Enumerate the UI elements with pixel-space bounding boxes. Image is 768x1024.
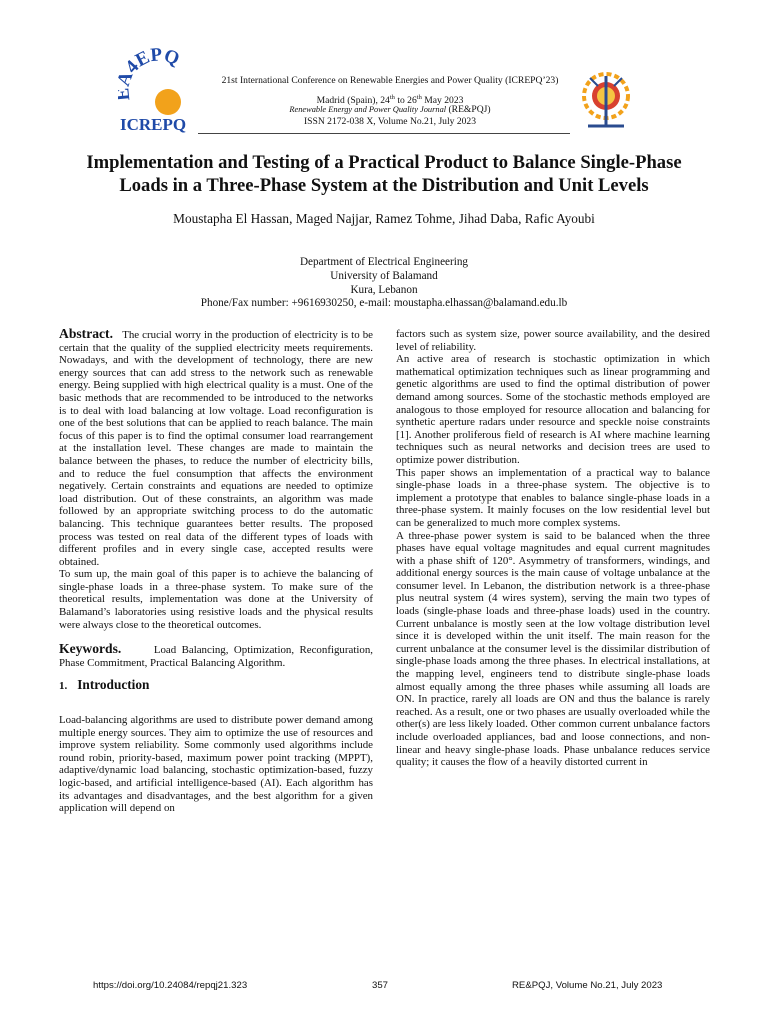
author-list: Moustapha El Hassan, Maged Najjar, Ramez Tohme, Jihad Daba, Rafic Ayoubi	[173, 211, 595, 226]
logo-word: ICREPQ	[120, 115, 187, 134]
doi-link[interactable]: https://doi.org/10.24084/repqj21.323	[93, 980, 248, 991]
affiliation-contact: Phone/Fax number: +9616930250, e-mail: moustapha.elhassan@balamand.edu.lb	[200, 297, 568, 309]
conference-emblem-icon	[578, 66, 634, 132]
body-paragraph-2: An active area of research is stochastic optimization in which mathematical optimization techniques such as linear programming and genetic algorithms are used to find the optimal distribution of power demand among sources. Some of the stochastic methods employed are analogous to those employed for resource allocation and balancing for synthetic aperture radars under resource and speckle noise constraints [1]. Another proliferous field of research is AI where machine learning techniques such as neural networks and decision trees are used to optimize power distribution.	[396, 353, 710, 466]
affiliation-dept: Department of Electrical Engineering	[299, 256, 469, 268]
journal-name: Renewable Energy and Power Quality Journal (RE&PQJ)	[289, 104, 491, 115]
introduction-paragraph: Load-balancing algorithms are used to distribute power demand among multiple energy sources. They aim to optimize the use of resources and improve system reliability. Some commonly used algorithms include round robin, priority-based, maximum power point tracking (MPPT), adaptive/dynamic load balancing, stochastic optimization-based, fuzzy logic-based, and artificial intelligence-based (AI). Each algorithm has its advantages and disadvantages, and the best algorithm for a given application will depend on	[59, 714, 373, 815]
header-rule	[198, 133, 570, 134]
logo-sun	[155, 89, 181, 115]
paper-title: Implementation and Testing of a Practical Product to Balance Single-Phase Loads in a Three-Phase System at the Distribution and Unit Levels	[86, 152, 682, 196]
svg-text:EA4EPQ: 4EPQ	[121, 44, 183, 78]
conference-venue: Madrid (Spain), 24th to 26th May 2023	[316, 94, 464, 107]
footer-journal: RE&PQJ, Volume No.21, July 2023	[512, 980, 663, 991]
affiliation-city: Kura, Lebanon	[350, 284, 418, 296]
body-paragraph-3: This paper shows an implementation of a practical way to balance single-phase loads in a three-phase system. The objective is to implement a prototype that enables to balance single-phase loads in a three-phase system. It mainly focuses on the low residential level but can be generalized to much more complex systems.	[396, 466, 710, 529]
abstract-paragraph-2: To sum up, the main goal of this paper is to achieve the balancing of single-phase loads in a three-phase system. To make sure of the theoretical results, implementation was done at the University of Balamand’s laboratories using resistive loads and the physical results were always close to the theoretical outcomes.	[59, 568, 373, 631]
body-paragraph-1: factors such as system size, power source availability, and the desired level of reliability.	[396, 328, 710, 353]
page-number: 357	[372, 980, 389, 991]
body-paragraph-4: A three-phase power system is said to be balanced when the three phases have equal voltage magnitudes and equal current magnitudes with a phase shift of 120°. Asymmetry of transformers, windings, and additional energy sources is the main cause of voltage unbalance at the consumer level. In Lebanon, the distribution network is a three-phase plus neutral system (4 wires system), serving the main two types of loads (single-phase loads and three-phase loads) used in the country. Current unbalance is mostly seen at the low voltage distribution level since it is developed within the unit itself. The main reason for the current unbalance at the consumer level is the dissimilar distribution of single-phase loads among the three phases. In electrical installations, at the mapping level, engineers tend to distribute single-phase loads almost equally among the three phases while assuming all loads are ON. In practice, rarely all loads are ON and thus the balance is rarely reached. As a result, one or two phases are usually overloaded while the other(s) are less likely loaded. Other common current unbalance factors include overloaded appliances, bad and loose connections, and non-linear and heavy single-phase loads. Phase unbalance reduces service quality; it causes the flow of a heavily distorted current in	[396, 529, 710, 769]
section-heading-introduction: 1. Introduction	[59, 677, 150, 693]
keywords-heading: Keywords.	[59, 641, 122, 657]
keywords-paragraph: Keywords. Load Balancing, Optimization, Reconfiguration, Phase Commitment, Practical Balancing Algorithm.	[59, 641, 373, 669]
affiliation-university: University of Balamand	[330, 270, 438, 282]
issn-line: ISSN 2172-038 X, Volume No.21, July 2023	[303, 116, 477, 127]
abstract-paragraph: Abstract. The crucial worry in the production of electricity is to be certain that the quality of the supplied electricity meets requirements. Nowadays, and with the development of technology, there are new energy sources that can add stress to the network such as renewable energy. Being supplied with high electrical quality is a must. One of the basic methods that are recommended to be introduced to the networks is to deal with load balancing at low voltage. Load reconfiguration is one of the best solutions that can be applied to reach balance. The main focus of this paper is to find the optimal consumer load rearrangement at the installation level. These changes are made to maintain the balance between the phases, to reduce the number of electricity bills, and to reduce the fuel consumption that affects the environment negatively. Certain constraints and equations are needed to optimize load distribution. Out of these constraints, an algorithm was made followed by an appropriate switching process to do the automatic balancing. This technique guarantees better results. The proposed process was tested on real data of the different types of loads with different profiles and in every single case, accepted results were obtained.	[59, 326, 373, 568]
right-column	[396, 328, 710, 769]
ea4epq-logo	[118, 42, 198, 134]
left-column	[59, 328, 373, 815]
conference-name: 21st International Conference on Renewable Energies and Power Quality (ICREPQ’23)	[221, 75, 559, 86]
abstract-heading: Abstract.	[59, 326, 113, 341]
